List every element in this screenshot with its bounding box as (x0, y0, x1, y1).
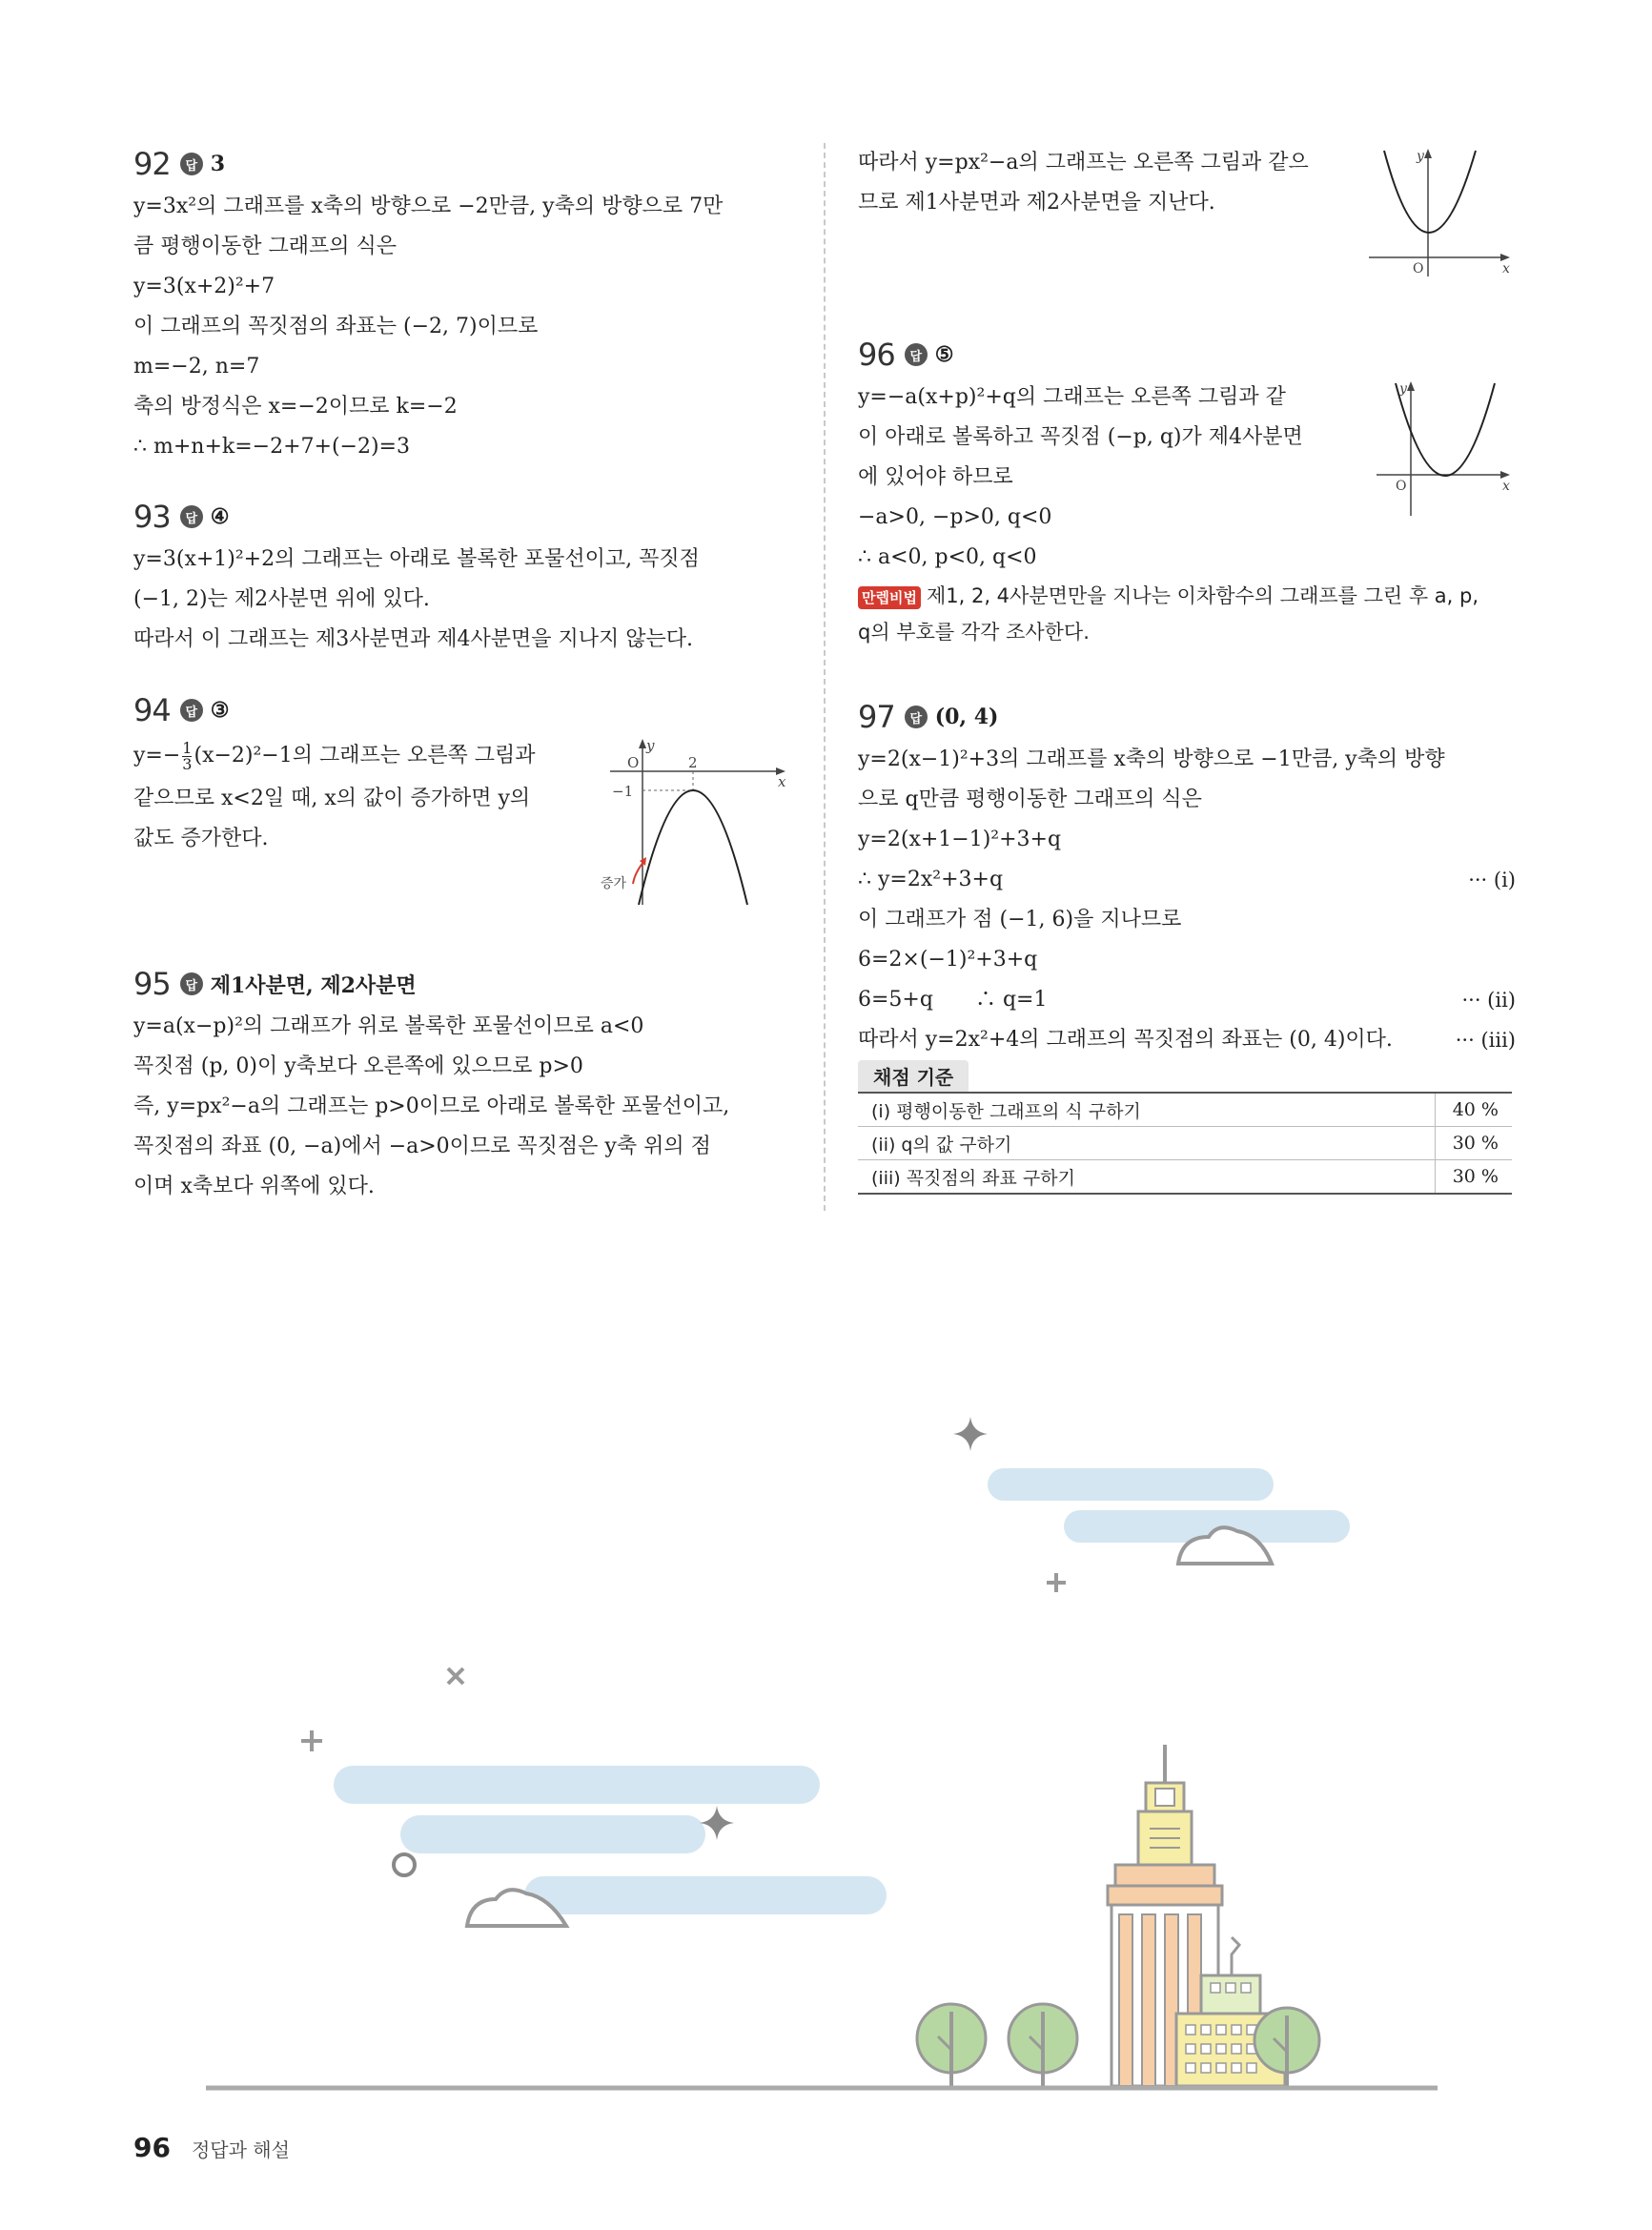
solution-text: y=2(x−1)²+3의 그래프를 x축의 방향으로 −1만큼, y축의 방향 (858, 747, 1445, 771)
circle-icon (394, 1854, 415, 1875)
rubric-title: 채점 기준 (858, 1060, 969, 1092)
problem-number: 95 (133, 966, 171, 1002)
plus-icon (301, 1573, 1066, 1751)
problem-96 (858, 336, 1516, 650)
table-row (858, 1093, 1512, 1127)
solution-line: 같으므로 x<2일 때, x의 값이 증가하면 y의 (133, 787, 531, 810)
step-marker: ··· (ii) (1461, 989, 1516, 1012)
answer-value: ④ (210, 504, 230, 529)
problem-number: 96 (858, 337, 895, 373)
problem-number: 92 (133, 146, 171, 182)
table-row (858, 1127, 1512, 1160)
parabola-graph-95 (1363, 143, 1516, 276)
y-tick-label: −1 (612, 783, 634, 800)
y-axis-label: y (1399, 381, 1407, 397)
parabola-graph-96 (1373, 378, 1516, 521)
solution-line (858, 940, 1516, 980)
tip-line (858, 578, 1516, 614)
page-footer (133, 2132, 290, 2163)
solution-line: y=3(x+2)²+7 (133, 275, 275, 298)
city-illustration (0, 1392, 1652, 2126)
step-marker: ··· (iii) (1455, 1029, 1516, 1052)
problem-93 (133, 498, 791, 660)
solution-line: 즉, y=px²−a의 그래프는 p>0이므로 아래로 볼록한 포물선이고, (133, 1095, 730, 1118)
solution-line: 꼭짓점의 좌표 (0, −a)에서 −a>0이므로 꼭짓점은 y축 위의 점 (133, 1135, 711, 1158)
answer-value: ⑤ (934, 342, 954, 367)
parabola-graph-94 (601, 733, 791, 914)
problem-95-continued (858, 143, 1516, 276)
tip-badge: 만렙비법 (858, 586, 921, 609)
problem-95 (133, 965, 791, 1207)
rubric-item: (iii) 꼭짓점의 좌표 구하기 (858, 1160, 1436, 1195)
problem-number: 94 (133, 692, 171, 728)
solution-line: y=3x²의 그래프를 x축의 방향으로 −2만큼, y축의 방향으로 7만 (133, 194, 724, 218)
equation-prefix: y=− (133, 744, 181, 767)
solution-line: 따라서 이 그래프는 제3사분면과 제4사분면을 지나지 않는다. (133, 627, 693, 651)
solution-line: ∴ m+n+k=−2+7+(−2)=3 (133, 435, 410, 459)
solution-line (858, 1020, 1516, 1060)
answer-badge: 답 (180, 972, 203, 995)
answer-badge: 답 (905, 706, 928, 728)
solution-line (858, 980, 1516, 1020)
solution-line: 이며 x축보다 위쪽에 있다. (133, 1175, 375, 1198)
answer-badge: 답 (180, 505, 203, 528)
step-marker: ··· (i) (1468, 869, 1516, 891)
solution-line: (−1, 2)는 제2사분면 위에 있다. (133, 587, 430, 611)
answer-value: (0, 4) (934, 705, 999, 729)
rubric-table (858, 1092, 1512, 1195)
solution-line: y=−a(x+p)²+q의 그래프는 오른쪽 그림과 같 (858, 385, 1286, 409)
solution-line: −a>0, −p>0, q<0 (858, 505, 1052, 529)
solution-line: 이 그래프의 꼭짓점의 좌표는 (−2, 7)이므로 (133, 315, 539, 338)
solution-line: 큼 평행이동한 그래프의 식은 (133, 235, 398, 258)
cross-icon (448, 1668, 463, 1684)
solution-line: 축의 방정식은 x=−2이므로 k=−2 (133, 395, 458, 419)
answer-badge: 답 (180, 153, 203, 175)
solution-text: 으로 q만큼 평행이동한 그래프의 식은 (858, 788, 1202, 811)
rubric-percent: 30 % (1436, 1127, 1513, 1160)
table-row (858, 1160, 1512, 1195)
solution-text: 6=5+q ∴ q=1 (858, 988, 1048, 1012)
increase-annotation: 증가 (601, 876, 627, 891)
solution-line: 값도 증가한다. (133, 827, 269, 850)
solution-line (858, 860, 1516, 900)
problem-94 (133, 691, 791, 891)
problem-97 (858, 698, 1516, 1189)
sparkle-icon (953, 1417, 988, 1451)
solution-line: y=3(x+1)²+2의 그래프는 아래로 볼록한 포물선이고, 꼭짓점 (133, 547, 700, 571)
answer-badge: 답 (180, 699, 203, 722)
solution-line: 따라서 y=px²−a의 그래프는 오른쪽 그림과 같으 (858, 151, 1309, 174)
solution-line: m=−2, n=7 (133, 355, 260, 378)
solution-line: 이 아래로 볼록하고 꼭짓점 (−p, q)가 제4사분면 (858, 425, 1303, 449)
solution-line: 에 있어야 하므로 (858, 465, 1013, 489)
grading-rubric (858, 1060, 1512, 1195)
column-divider (824, 143, 826, 1211)
answer-badge: 답 (905, 343, 928, 366)
tip-text: 제1, 2, 4사분면만을 지나는 이차함수의 그래프를 그린 후 a, p, (926, 584, 1479, 607)
solution-line (858, 900, 1516, 940)
page-number: 96 (133, 2132, 171, 2163)
origin-label: O (1396, 479, 1407, 494)
solution-line: ∴ a<0, p<0, q<0 (858, 545, 1037, 569)
rubric-percent: 30 % (1436, 1160, 1513, 1195)
answer-value: 제1사분면, 제2사분면 (210, 972, 417, 998)
equation-suffix: (x−2)²−1의 그래프는 오른쪽 그림과 (194, 744, 536, 767)
y-axis-label: y (646, 737, 655, 754)
solution-text: y=2(x+1−1)²+3+q (858, 828, 1062, 851)
origin-label: O (1413, 261, 1424, 276)
problem-92 (133, 145, 791, 467)
tip-line: q의 부호를 각각 조사한다. (858, 621, 1090, 644)
tree-icon (1009, 2004, 1077, 2086)
problem-number: 93 (133, 499, 171, 535)
solution-line: 꼭짓점 (p, 0)이 y축보다 오른쪽에 있으므로 p>0 (133, 1054, 583, 1078)
solution-line: 므로 제1사분면과 제2사분면을 지난다. (858, 191, 1215, 215)
solution-text: 따라서 y=2x²+4의 그래프의 꼭짓점의 좌표는 (0, 4)이다. (858, 1028, 1393, 1052)
x-axis-label: x (778, 773, 786, 790)
solution-line (858, 780, 1516, 820)
solution-line: y=a(x−p)²의 그래프가 위로 볼록한 포물선이므로 a<0 (133, 1014, 644, 1038)
fraction-numerator: 1 (182, 738, 193, 757)
rubric-item: (ii) q의 값 구하기 (858, 1127, 1436, 1160)
x-axis-label: x (1502, 479, 1510, 494)
rubric-item: (i) 평행이동한 그래프의 식 구하기 (858, 1093, 1436, 1127)
x-axis-label: x (1502, 261, 1510, 276)
origin-label: O (627, 754, 640, 771)
y-axis-label: y (1417, 149, 1424, 164)
tree-icon (917, 2004, 986, 2086)
cloud-bands (334, 1468, 1350, 1914)
solution-text: ∴ y=2x²+3+q (858, 868, 1004, 891)
rubric-percent: 40 % (1436, 1093, 1513, 1127)
x-tick-label: 2 (688, 754, 698, 771)
footer-label: 정답과 해설 (191, 2138, 290, 2161)
solution-text: 이 그래프가 점 (−1, 6)을 지나므로 (858, 908, 1182, 931)
answer-value: ③ (210, 698, 230, 723)
fraction (182, 738, 193, 773)
answer-value: 3 (210, 152, 226, 176)
solution-line (858, 820, 1516, 860)
solution-text: 6=2×(−1)²+3+q (858, 948, 1038, 972)
fraction-denominator: 3 (182, 754, 193, 773)
problem-number: 97 (858, 699, 895, 735)
solution-line (858, 740, 1516, 780)
